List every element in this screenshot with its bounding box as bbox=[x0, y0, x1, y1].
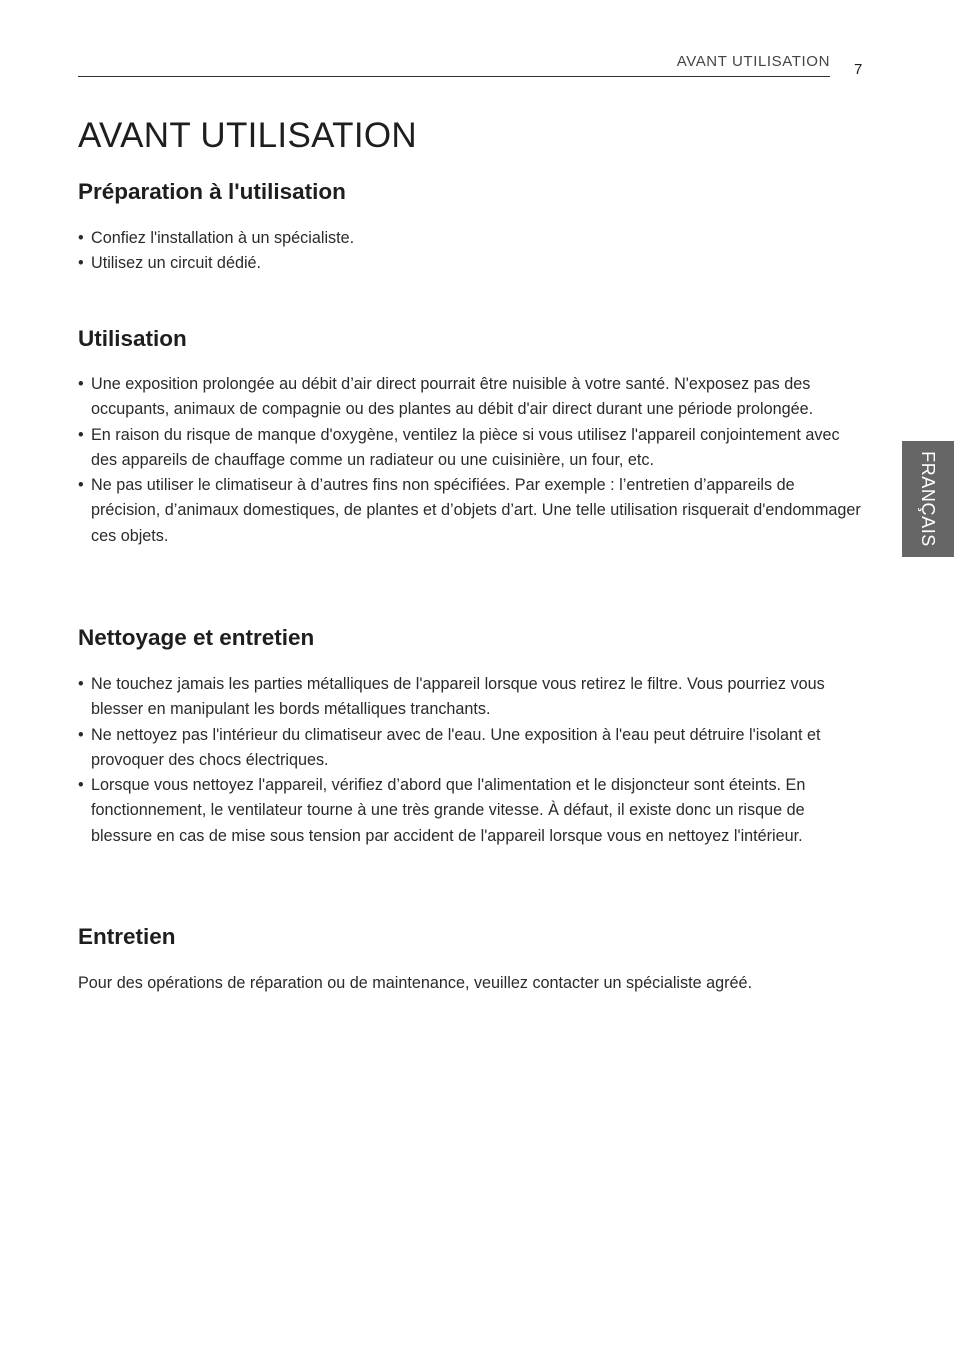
section-paragraph: Pour des opérations de réparation ou de maintenance, veuillez contacter un spécialiste agréé. bbox=[78, 974, 753, 992]
running-header-title: AVANT UTILISATION bbox=[676, 53, 830, 70]
list-item-text: Ne touchez jamais les parties métalliques de l'appareil lorsque vous retirez le filtre. Vous pourriez vous blesser en manipulant les bords métalliques tranchants. bbox=[91, 675, 825, 719]
list-item-text: Une exposition prolongée au débit d’air direct pourrait être nuisible à votre santé. N'exposez pas des occupants, animaux de compagnie ou des plantes au débit d'air direct durant une période prolongée. bbox=[91, 375, 814, 419]
section-entretien bbox=[78, 922, 868, 996]
list-item-text: Ne nettoyez pas l'intérieur du climatiseur avec de l'eau. Une exposition à l'eau peut détruire l'isolant et provoquer des chocs électriques. bbox=[91, 725, 821, 769]
section-preparation bbox=[78, 177, 868, 277]
bullet-list bbox=[78, 372, 868, 549]
list-item bbox=[78, 226, 868, 251]
list-item-text: Utilisez un circuit dédié. bbox=[91, 254, 262, 273]
section-heading: Entretien bbox=[78, 924, 176, 949]
bullet-dot: • bbox=[78, 476, 84, 495]
list-item bbox=[78, 251, 868, 276]
language-tab bbox=[902, 441, 954, 557]
section-utilisation bbox=[78, 324, 868, 549]
bullet-dot: • bbox=[78, 375, 84, 393]
list-item bbox=[78, 773, 868, 849]
list-item-text: Ne pas utiliser le climatiseur à d’autres fins non spécifiées. Par exemple : l’entretien d’appareils de précision, d’animaux domestiques, de plantes et d’objets d’art. Une telle utilisation risquerait d'endommager ces objets. bbox=[91, 476, 861, 545]
bullet-dot: • bbox=[78, 675, 84, 693]
page-title: AVANT UTILISATION bbox=[78, 116, 417, 155]
bullet-dot: • bbox=[78, 254, 84, 273]
list-item bbox=[78, 372, 868, 423]
list-item bbox=[78, 672, 868, 723]
section-heading: Préparation à l'utilisation bbox=[78, 179, 346, 204]
list-item bbox=[78, 473, 868, 549]
list-item-text: Lorsque vous nettoyez l'appareil, vérifiez d’abord que l'alimentation et le disjoncteur sont éteints. En fonctionnement, le ventilateur tourne à une très grande vitesse. À défaut, il existe donc un risque de blessure en cas de mise sous tension par accident de l'appareil lorsque vous en nettoyez l'intérieur. bbox=[91, 776, 806, 845]
section-nettoyage bbox=[78, 623, 868, 849]
bullet-dot: • bbox=[78, 425, 84, 444]
section-heading: Nettoyage et entretien bbox=[78, 625, 315, 650]
list-item-text: Confiez l'installation à un spécialiste. bbox=[91, 229, 355, 247]
list-item bbox=[78, 423, 868, 474]
running-header bbox=[78, 52, 830, 77]
bullet-list bbox=[78, 672, 868, 849]
list-item-text: En raison du risque de manque d'oxygène, ventilez la pièce si vous utilisez l'appareil conjointement avec des appareils de chauffage comme un radiateur ou une cuisinière, un four, etc. bbox=[91, 425, 840, 469]
bullet-dot: • bbox=[78, 725, 84, 744]
list-item bbox=[78, 723, 868, 774]
page-number: 7 bbox=[854, 61, 863, 78]
language-tab-label: FRANÇAIS bbox=[918, 451, 938, 547]
bullet-dot: • bbox=[78, 229, 84, 247]
section-heading: Utilisation bbox=[78, 326, 187, 351]
bullet-dot: • bbox=[78, 776, 84, 795]
bullet-list bbox=[78, 226, 868, 277]
